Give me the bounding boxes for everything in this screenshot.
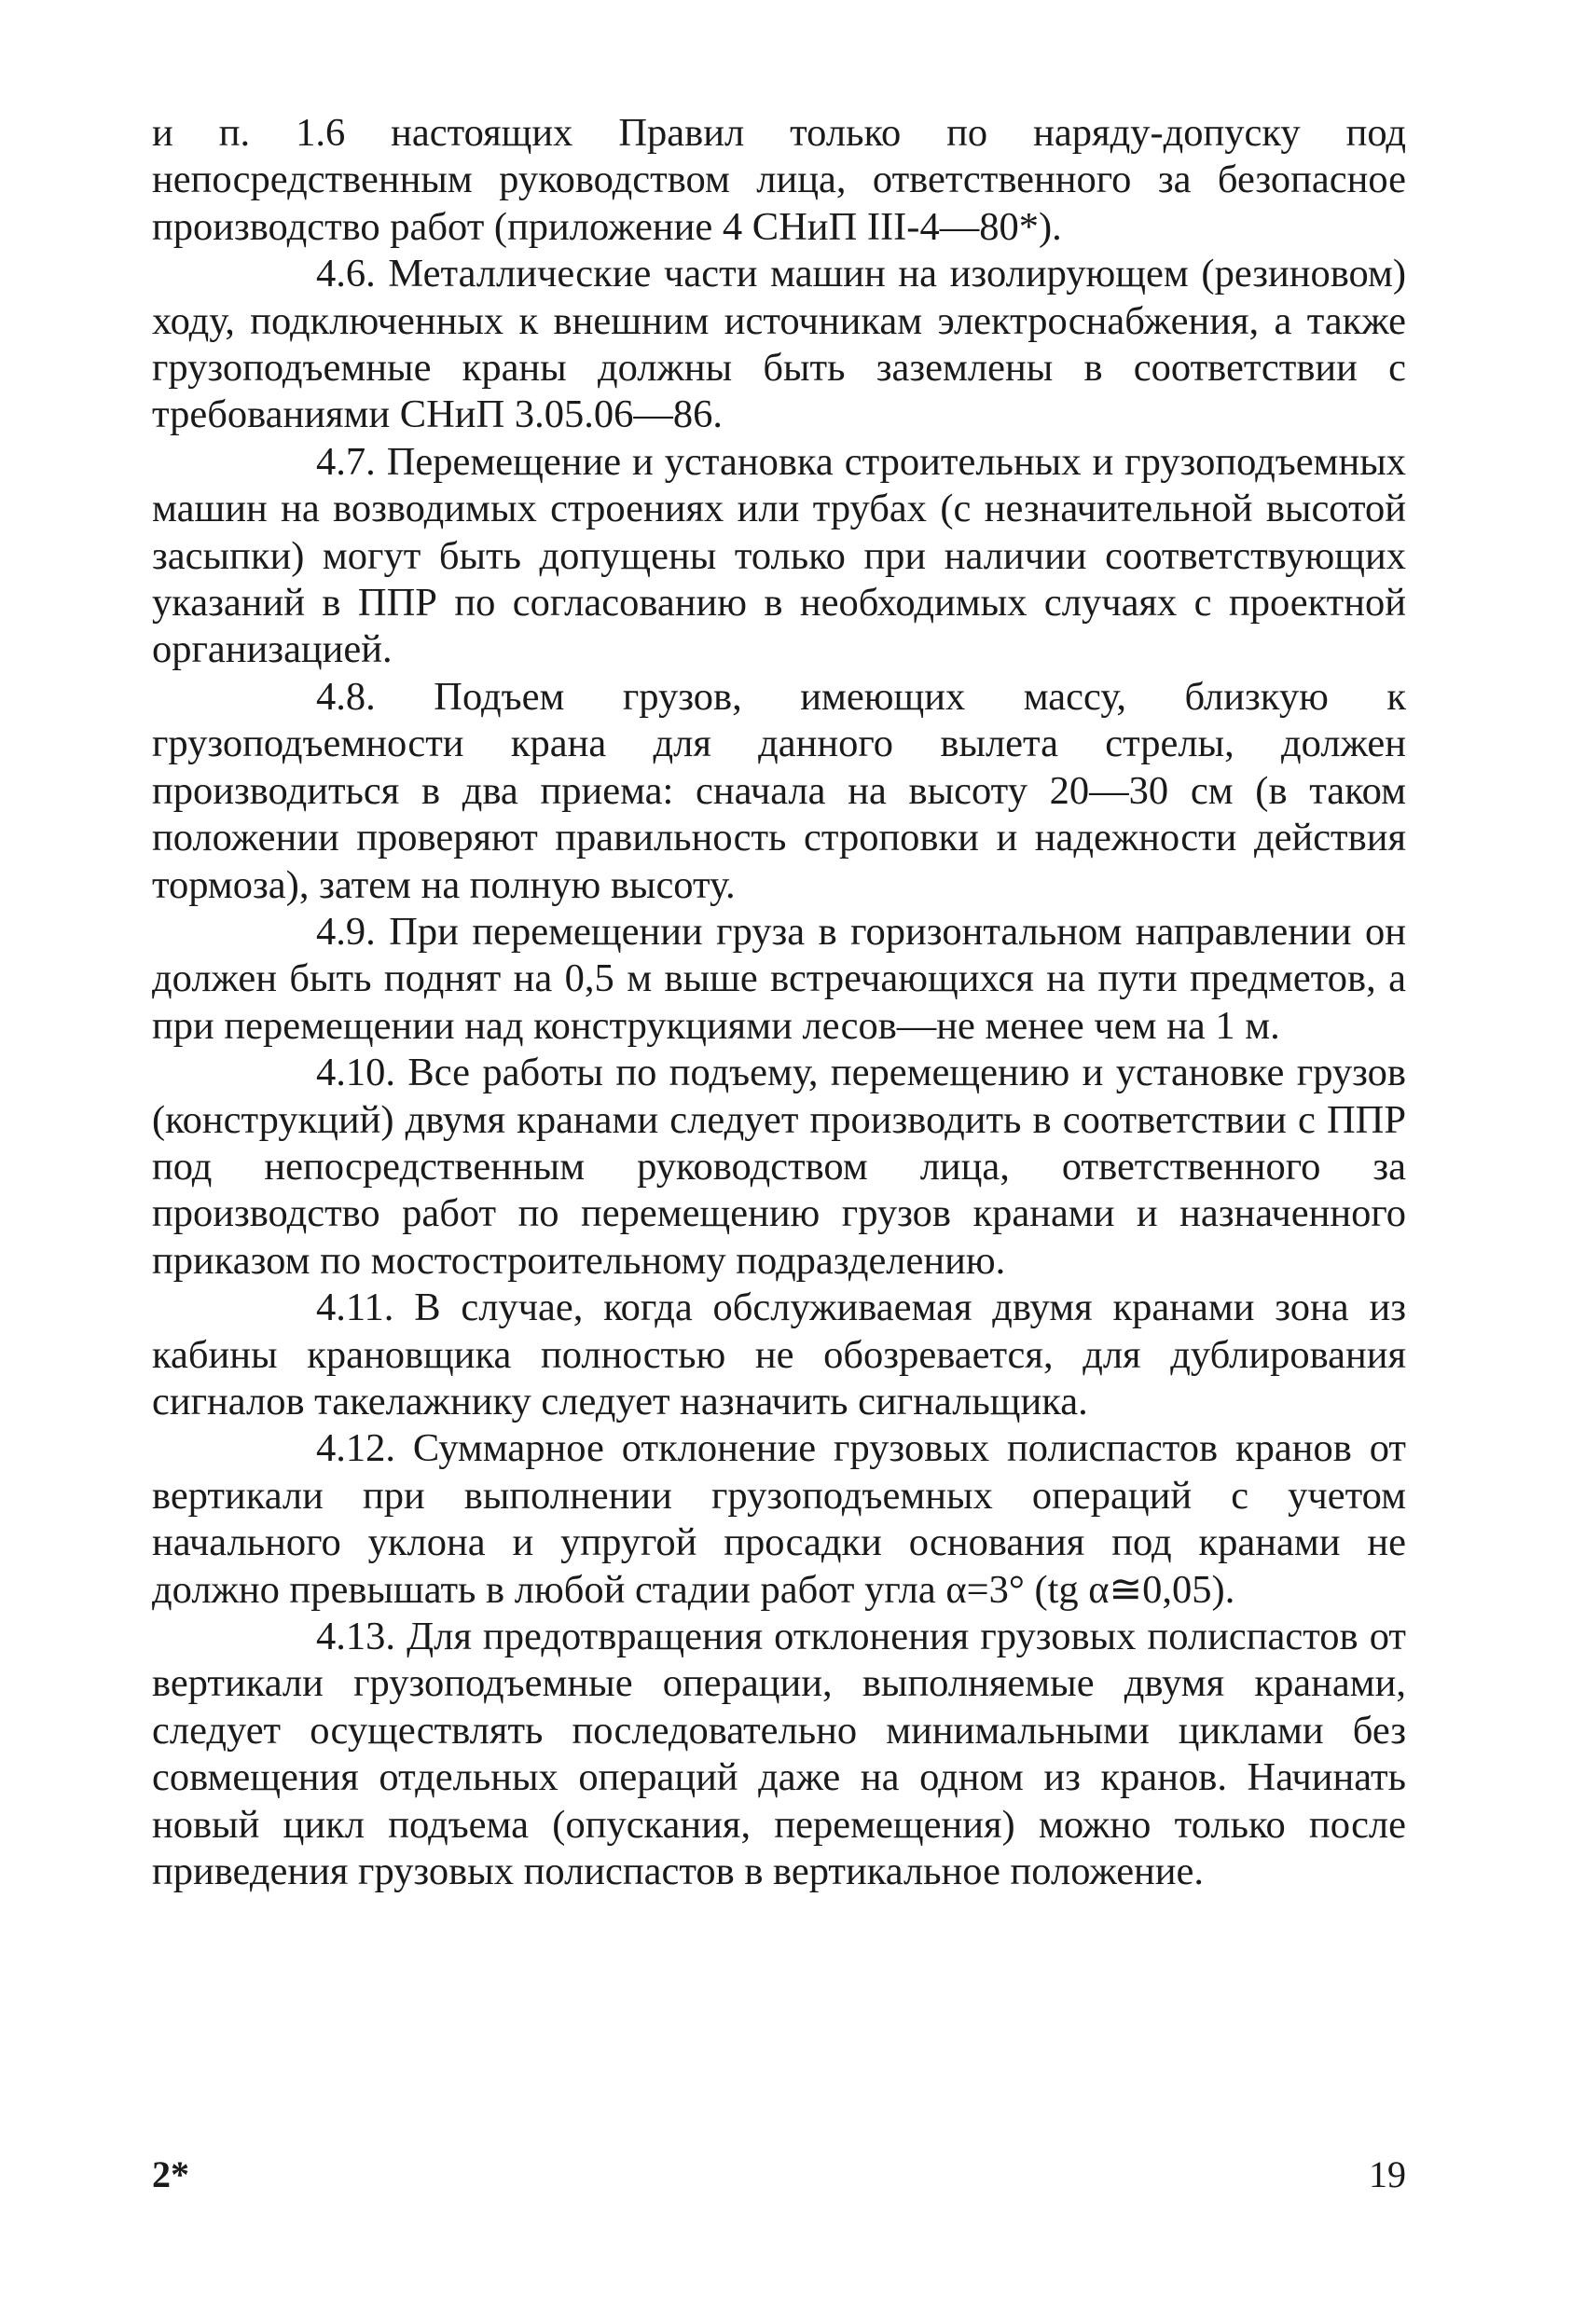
paragraph-4-7: 4.7. Перемещение и установка строительных и грузоподъемных машин на возводимых строениях или трубах (с незначительной высотой засыпки) могут быть допущены только при наличии соответствующих указаний в ППР по согласованию в необходимых случаях с проектной организацией. (152, 439, 1406, 672)
paragraph-continuation: и п. 1.6 настоящих Правил только по наряду-допуску под непосредственным руководством лица, ответственного за безопасное производство работ (приложение 4 СНиП III-4—80*). (152, 111, 1406, 249)
printer-signature: 2* (152, 2153, 189, 2195)
body-text (152, 110, 1406, 1895)
paragraph-4-10: 4.10. Все работы по подъему, перемещению и установке грузов (конструкций) двумя кранами следует производить в соответствии с ППР под непосредственным руководством лица, ответственного за производство работ по перемещению грузов кранами и назначенного приказом по мостостроительному подразделению. (152, 1051, 1406, 1283)
paragraph-4-8: 4.8. Подъем грузов, имеющих массу, близкую к грузоподъемности крана для данного вылета стрелы, должен производиться в два приема: сначала на высоту 20—30 см (в таком положении проверяют правильность строповки и надежности действия тормоза), затем на полную высоту. (152, 674, 1406, 907)
paragraph-4-13: 4.13. Для предотвращения отклонения грузовых полиспастов от вертикали грузоподъемные операции, выполняемые двумя кранами, следует осуществлять последовательно минимальными циклами без совмещения отдельных операций даже на одном из кранов. Начинать новый цикл подъема (опускания, перемещения) можно только после приведения грузовых полиспастов в вертикальное положение. (152, 1615, 1406, 1894)
paragraph-4-9: 4.9. При перемещении груза в горизонтальном направлении он должен быть поднят на 0,5 м выше встречающихся на пути предметов, а при перемещении над конструкциями лесов—не менее чем на 1 м. (152, 909, 1406, 1048)
page-number: 19 (1369, 2153, 1406, 2195)
page-footer (152, 2149, 1406, 2201)
paragraph-4-11: 4.11. В случае, когда обслуживаемая двумя кранами зона из кабины крановщика полностью не обозревается, для дублирования сигналов такелажнику следует назначить сигнальщика. (152, 1286, 1406, 1423)
paragraph-4-12: 4.12. Суммарное отклонение грузовых полиспастов кранов от вертикали при выполнении грузоподъемных операций с учетом начального уклона и упругой просадки основания под кранами не должно превышать в любой стадии работ угла α=3° (tg α≅0,05). (152, 1426, 1406, 1612)
paragraph-4-6: 4.6. Металлические части машин на изолирующем (резиновом) ходу, подключенных к внешним источникам электроснабжения, а также грузоподъемные краны должны быть заземлены в соответствии с требованиями СНиП 3.05.06—86. (152, 252, 1406, 437)
